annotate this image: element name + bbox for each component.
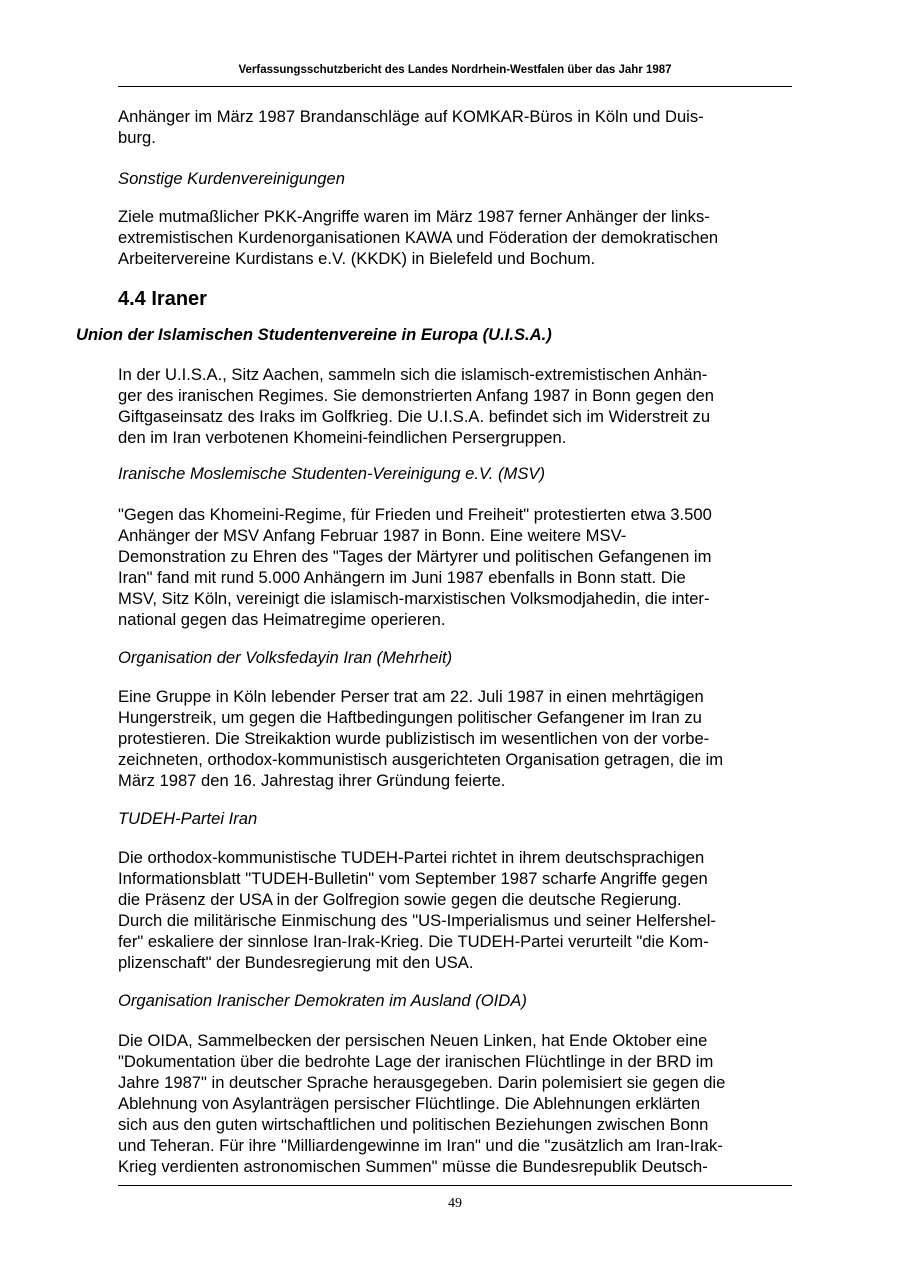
text-line: Die OIDA, Sammelbecken der persischen Neuen Linken, hat Ende Oktober eine <box>118 1031 708 1050</box>
text-line: Hungerstreik, um gegen die Haftbedingungen politischer Gefangener im Iran zu <box>118 708 702 727</box>
subheading-kurdenvereinigungen: Sonstige Kurdenvereinigungen <box>118 169 345 188</box>
subheading-msv: Iranische Moslemische Studenten-Vereinigung e.V. (MSV) <box>118 464 546 483</box>
text-line: Eine Gruppe in Köln lebender Perser trat am 22. Juli 1987 in einen mehrtägigen <box>118 687 704 706</box>
header-rule <box>118 86 792 87</box>
text-line: Demonstration zu Ehren des "Tages der Märtyrer und politischen Gefangenen im <box>118 547 712 566</box>
text-line: "Dokumentation über die bedrohte Lage der iranischen Flüchtlinge in der BRD im <box>118 1052 714 1071</box>
running-header: Verfassungsschutzbericht des Landes Nordrhein-Westfalen über das Jahr 1987 <box>238 64 672 76</box>
text-line: Iran" fand mit rund 5.000 Anhängern im Juni 1987 ebenfalls in Bonn statt. Die <box>118 568 686 587</box>
paragraph-kurden <box>118 206 790 269</box>
paragraph-tudeh <box>118 847 790 973</box>
text-line: Krieg verdienten astronomischen Summen" müsse die Bundesrepublik Deutsch- <box>118 1157 708 1176</box>
text-line: Anhänger der MSV Anfang Februar 1987 in Bonn. Eine weitere MSV- <box>118 526 627 545</box>
text-line: Informationsblatt "TUDEH-Bulletin" vom September 1987 scharfe Angriffe gegen <box>118 869 708 888</box>
section-heading: 4.4 Iraner <box>118 288 207 310</box>
subheading-volksfedayin: Organisation der Volksfedayin Iran (Mehrheit) <box>118 648 453 667</box>
paragraph-volksfedayin <box>118 686 790 791</box>
text-line: national gegen das Heimatregime operieren. <box>118 610 446 629</box>
text-line: MSV, Sitz Köln, vereinigt die islamisch-marxistischen Volksmodjahedin, die inter- <box>118 589 710 608</box>
text-line: Jahre 1987" in deutscher Sprache herausgegeben. Darin polemisiert sie gegen die <box>118 1073 726 1092</box>
paragraph-intro <box>118 106 790 148</box>
paragraph-msv <box>118 504 790 630</box>
subheading-oida: Organisation Iranischer Demokraten im Ausland (OIDA) <box>118 991 527 1010</box>
text-line: März 1987 den 16. Jahrestag ihrer Gründung feierte. <box>118 771 506 790</box>
paragraph-oida <box>118 1030 790 1177</box>
text-line: und Teheran. Für ihre "Milliardengewinne im Iran" und die "zusätzlich am Iran-Irak- <box>118 1136 723 1155</box>
text-line: "Gegen das Khomeini-Regime, für Frieden und Freiheit" protestierten etwa 3.500 <box>118 505 712 524</box>
text-line: plizenschaft" der Bundesregierung mit den USA. <box>118 953 474 972</box>
text-line: fer" eskaliere der sinnlose Iran-Irak-Krieg. Die TUDEH-Partei verurteilt "die Kom- <box>118 932 709 951</box>
text-line: Arbeitervereine Kurdistans e.V. (KKDK) in Bielefeld und Bochum. <box>118 249 596 268</box>
text-line: zeichneten, orthodox-kommunistisch ausgerichteten Organisation getragen, die im <box>118 750 724 769</box>
text-line: In der U.I.S.A., Sitz Aachen, sammeln sich die islamisch-extremistischen Anhän- <box>118 365 708 384</box>
text-line: Die orthodox-kommunistische TUDEH-Partei richtet in ihrem deutschsprachigen <box>118 848 705 867</box>
text-line: Ablehnung von Asylanträgen persischer Flüchtlinge. Die Ablehnungen erklärten <box>118 1094 701 1113</box>
text-line: die Präsenz der USA in der Golfregion sowie gegen die deutsche Regierung. <box>118 890 682 909</box>
footer-rule <box>118 1185 792 1186</box>
text-line: den im Iran verbotenen Khomeini-feindlichen Persergruppen. <box>118 428 567 447</box>
paragraph-uisa <box>118 364 790 448</box>
text-line: burg. <box>118 128 156 147</box>
text-line: Durch die militärische Einmischung des "US-Imperialismus und seiner Helfershel- <box>118 911 716 930</box>
text-line: ger des iranischen Regimes. Sie demonstrierten Anfang 1987 in Bonn gegen den <box>118 386 714 405</box>
text-line: Anhänger im März 1987 Brandanschläge auf KOMKAR-Büros in Köln und Duis- <box>118 107 704 126</box>
text-line: sich aus den guten wirtschaftlichen und politischen Beziehungen zwischen Bonn <box>118 1115 709 1134</box>
text-line: extremistischen Kurdenorganisationen KAWA und Föderation der demokratischen <box>118 228 719 247</box>
text-line: Ziele mutmaßlicher PKK-Angriffe waren im März 1987 ferner Anhänger der links- <box>118 207 710 226</box>
page-number: 49 <box>448 1196 462 1211</box>
org-heading-uisa: Union der Islamischen Studentenvereine in Europa (U.I.S.A.) <box>76 325 552 344</box>
subheading-tudeh: TUDEH-Partei Iran <box>118 809 258 828</box>
text-line: Giftgaseinsatz des Iraks im Golfkrieg. Die U.I.S.A. befindet sich im Widerstreit zu <box>118 407 711 426</box>
text-line: protestieren. Die Streikaktion wurde publizistisch im wesentlichen von der vorbe- <box>118 729 710 748</box>
